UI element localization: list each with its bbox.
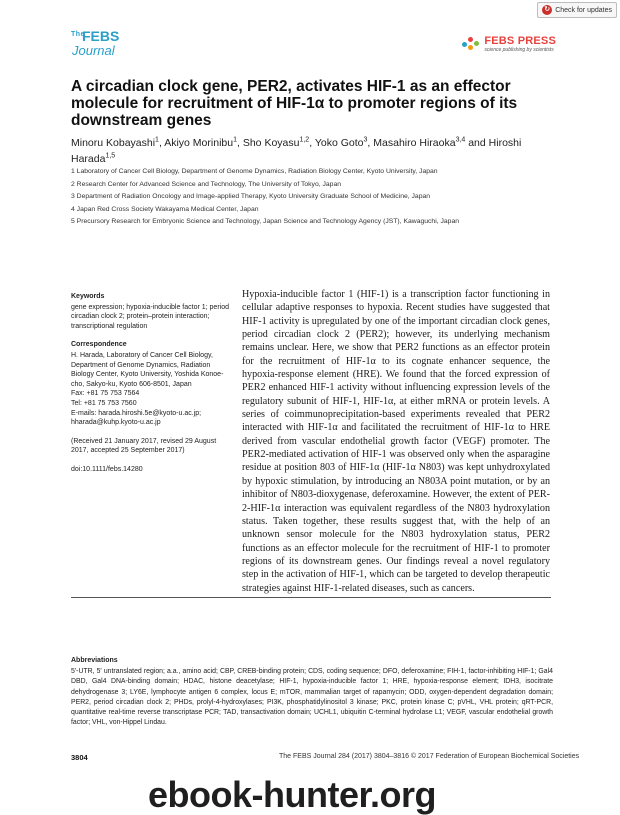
febs-press-logo [462, 36, 556, 53]
affiliation: 1 Laboratory of Cancer Cell Biology, Department of Genome Dynamics, Radiation Biology Center, Kyoto University, Japan [71, 168, 438, 175]
journal-logo-the: The [71, 31, 85, 38]
correspondence-heading: Correspondence [71, 341, 127, 349]
journal-logo-febs: FEBS [82, 28, 120, 44]
affiliation: 5 Precursory Research for Embryonic Science and Technology, Japan Science and Technology Agency (JST), Kawaguchi, Japan [71, 218, 460, 225]
author-list [71, 133, 551, 166]
journal-citation: The FEBS Journal 284 (2017) 3804–3816 © 2017 Federation of European Biochemical Societies [279, 753, 580, 760]
febs-press-name: FEBS PRESS [484, 35, 556, 47]
keywords-heading: Keywords [71, 293, 105, 300]
author: Minoru Kobayashi$^1$, [71, 136, 165, 149]
abbreviations-heading: Abbreviations [71, 657, 118, 664]
febs-journal-logo [71, 28, 127, 59]
correspondence-fax: Fax: +81 75 753 7564 [71, 390, 140, 398]
sidebar-metadata [71, 292, 231, 475]
febs-press-dots-icon [462, 36, 480, 52]
correspondence-address: H. Harada, Laboratory of Cancer Cell Biology, Department of Genome Dynamics, Radiation Biology Center, Kyoto University, Yoshida Konoe-cho, Sakyo-ku, Kyoto 606-8501, Japan [71, 351, 224, 388]
check-for-updates-label: Check for updates [555, 6, 612, 14]
correspondence-emails: E-mails: harada.hiroshi.5e@kyoto-u.ac.jp; hharada@kuhp.kyoto-u.ac.jp [71, 409, 202, 427]
abbreviations-block [71, 656, 553, 728]
author: Sho Koyasu$^{1,2}$, [242, 136, 315, 149]
author: Masahiro Hiraoka$^{3,4}$ and [373, 136, 489, 149]
section-divider [71, 597, 551, 598]
abstract-text: Hypoxia-inducible factor 1 (HIF-1) is a transcription factor functioning in cellular adaptive responses to hypoxia. Recent studies have suggested that HIF-1 activity is upregulated by one of the important circadian clock genes, period circadian clock 2 (PER2); however, its underlying mechanism remains unclear. Here, we show that PER2 functions as an effector protein for the recruitment of HIF-1α to its cognate enhancer sequence, the hypoxia-response element (HRE). We found that the forced expression of PER2 enhanced HIF-1 activity without influencing expression levels of the regulatory subunit of HIF-1, HIF-1α, at either mRNA or protein levels. A series of coimmunoprecipitation-based experiments revealed that PER2 interacted with HIF-1α and facilitated the recruitment of HIF-1α to HRE derived from vascular endothelial growth factor (VEGF) promoter. The PER2-mediated activation of HIF-1 was observed only when the asparagine residue at position 803 of HIF-1α (HIF-1α N803) was kept unhydroxylated by hypoxic stimulation, by introducing an N803A point mutation, or by an inhibitor of N803-dioxygenase, deferoxamine. However, the extent of PER-2-HIF-1α interaction was equivalent regardless of the N803 hydroxylation status. Taken together, these results suggest that, with the help of an unknown sensor molecule for the N803 hydroxylation status, PER2 functions as an effector molecule for the recruitment of HIF-1 to promoter regions of its downstream genes. Our findings reveal a novel regulatory step in the activation of HIF-1, which can be targeted to develop therapeutic strategies against HIF-1-related diseases, such as cancers. [242, 289, 550, 594]
received-dates: (Received 21 January 2017, revised 29 August 2017, accepted 25 September 2017) [71, 437, 217, 455]
author: Akiyo Morinibu$^1$, [164, 136, 243, 149]
affiliation: 2 Research Center for Advanced Science and Technology, The University of Tokyo, Japan [71, 180, 342, 188]
article-title: A circadian clock gene, PER2, activates HIF-1 as an effector molecule for recruitment of HIF-1α to promoter regions of its downstream genes [71, 78, 518, 129]
abbreviations-text: 5'-UTR, 5' untranslated region; a.a., amino acid; CBP, CREB-binding protein; CDS, coding sequence; DFO, deferoxamine; FIH-1, factor-inhibiting HIF-1; Gal4 DBD, Gal4 DNA-binding domain; HDAC, histone deacetylase; HIF-1, hypoxia-inducible factor 1; HRE, hypoxia-response element; IDH3, isocitrate dehydrogenase 3; LY6E, lymphocyte antigen 6 complex, locus E; mTOR, mammalian target of rapamycin; ODD, oxygen-dependent degradation domain; PER2, period circadian clock 2; PHDs, prolyl-4-hydroxylases; PI3K, phosphatidylinositol 3 kinase; PKC, protein kinase C; pVHL, VHL protein; qRT-PCR, quantitative real-time reverse transcriptase PCR; TAD, transactivation domain; UCHL1, ubiquitin C-terminal hydrolase L1; VEGF, vascular endothelial growth factor; VHL, von-Hippel Lindau. [71, 668, 553, 727]
correspondence-tel: Tel: +81 75 753 7560 [71, 399, 137, 407]
affiliation: 3 Department of Radiation Oncology and Image-applied Therapy, Kyoto University Graduate School of Medicine, Japan [71, 193, 431, 200]
affiliation: 4 Japan Red Cross Society Wakayama Medical Center, Japan [71, 205, 259, 213]
author: Hiroshi Harada$^{1,5}$ [71, 136, 522, 165]
journal-logo-journal: Journal [72, 43, 115, 58]
page-number: 3804 [71, 753, 88, 762]
author: Yoko Goto$^3$, [314, 136, 374, 149]
affiliations [71, 166, 561, 229]
febs-press-tagline: science publishing by scientists [484, 47, 554, 53]
doi[interactable]: doi:10.1111/febs.14280 [71, 465, 143, 473]
keywords-text: gene expression; hypoxia-inducible factor 1; period circadian clock 2; protein–protein interaction; transcriptional regulation [71, 303, 229, 330]
watermark-text: ebook-hunter.org [148, 774, 436, 815]
check-for-updates-button[interactable] [537, 2, 617, 18]
refresh-badge-icon: ↻ [542, 5, 552, 15]
